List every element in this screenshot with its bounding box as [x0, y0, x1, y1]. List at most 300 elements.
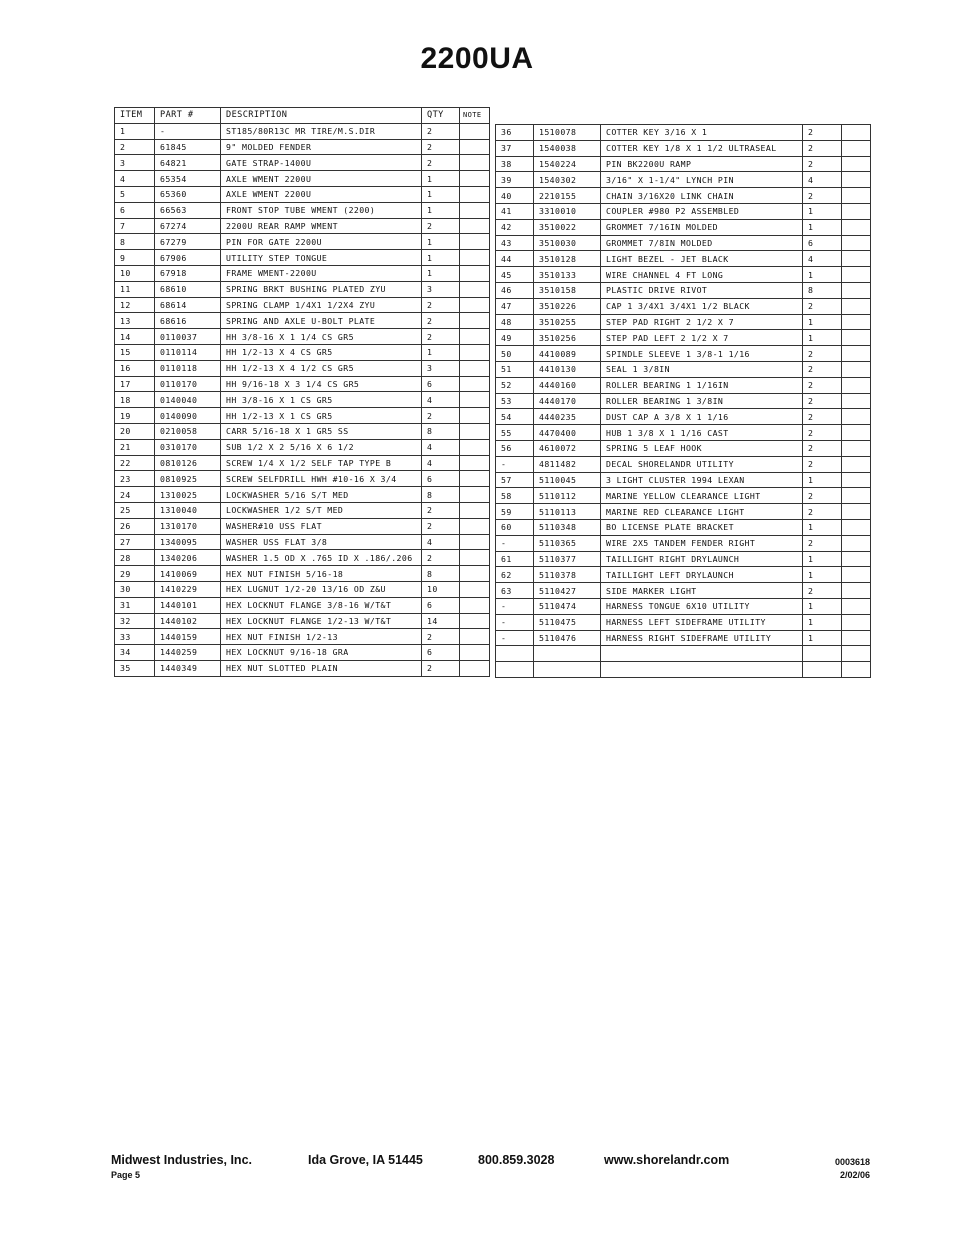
part-number-cell: 5110474 [534, 598, 601, 614]
note-cell [842, 598, 871, 614]
qty-cell: 8 [422, 566, 460, 582]
qty-cell: 2 [803, 456, 842, 472]
note-cell [842, 646, 871, 662]
table-row [115, 155, 490, 171]
part-number-cell: 4410089 [534, 346, 601, 362]
part-number-cell: 68616 [155, 313, 221, 329]
part-number-cell: 5110348 [534, 519, 601, 535]
item-cell: 10 [115, 265, 155, 281]
part-number-cell: 0110037 [155, 329, 221, 345]
table-row [496, 298, 871, 314]
table-row [496, 551, 871, 567]
part-number-cell: 3510226 [534, 298, 601, 314]
table-row [496, 409, 871, 425]
description-cell: SPRING CLAMP 1/4X1 1/2X4 ZYU [221, 297, 422, 313]
item-cell: 59 [496, 504, 534, 520]
item-cell: 2 [115, 139, 155, 155]
part-number-cell: 1440101 [155, 597, 221, 613]
description-cell: SCREW 1/4 X 1/2 SELF TAP TYPE B [221, 455, 422, 471]
part-number-cell: 0140040 [155, 392, 221, 408]
description-cell: MARINE YELLOW CLEARANCE LIGHT [601, 488, 803, 504]
qty-cell: 2 [422, 329, 460, 345]
item-cell: 53 [496, 393, 534, 409]
table-row [496, 330, 871, 346]
table-row [496, 456, 871, 472]
qty-cell: 2 [422, 139, 460, 155]
qty-cell: 1 [803, 630, 842, 646]
description-cell: ST185/80R13C MR TIRE/M.S.DIR [221, 123, 422, 139]
description-cell: HEX NUT SLOTTED PLAIN [221, 660, 422, 676]
table-row [496, 646, 871, 662]
qty-cell: 1 [803, 567, 842, 583]
item-cell: 60 [496, 519, 534, 535]
item-cell: 29 [115, 566, 155, 582]
item-cell: 14 [115, 329, 155, 345]
qty-cell: 2 [803, 361, 842, 377]
table-row [496, 488, 871, 504]
table-row [496, 662, 871, 678]
description-cell: TAILLIGHT RIGHT DRYLAUNCH [601, 551, 803, 567]
table-row [115, 408, 490, 424]
part-number-cell: 68614 [155, 297, 221, 313]
item-cell: 57 [496, 472, 534, 488]
table-row [496, 251, 871, 267]
description-cell: WASHER#10 USS FLAT [221, 518, 422, 534]
table-row [115, 139, 490, 155]
table-row [115, 439, 490, 455]
note-cell [842, 456, 871, 472]
qty-cell: 10 [422, 581, 460, 597]
note-cell [842, 330, 871, 346]
description-cell: 3/16" X 1-1/4" LYNCH PIN [601, 172, 803, 188]
table-row [115, 645, 490, 661]
note-cell [460, 550, 490, 566]
note-cell [842, 298, 871, 314]
footer-city: Ida Grove, IA 51445 [308, 1153, 423, 1167]
note-cell [460, 202, 490, 218]
part-number-cell: 5110377 [534, 551, 601, 567]
part-number-cell: 1410069 [155, 566, 221, 582]
qty-cell: 8 [422, 487, 460, 503]
part-number-cell: 5110365 [534, 535, 601, 551]
item-cell [496, 646, 534, 662]
footer-date: 2/02/06 [839, 1170, 870, 1180]
part-number-cell: 5110045 [534, 472, 601, 488]
note-cell [460, 581, 490, 597]
table-row [115, 566, 490, 582]
item-cell: - [496, 456, 534, 472]
qty-cell: 1 [422, 202, 460, 218]
note-cell [460, 502, 490, 518]
part-number-cell: 5110378 [534, 567, 601, 583]
note-cell [460, 139, 490, 155]
table-row [115, 123, 490, 139]
description-cell: SPINDLE SLEEVE 1 3/8-1 1/16 [601, 346, 803, 362]
note-cell [460, 518, 490, 534]
description-cell: DECAL SHORELANDR UTILITY [601, 456, 803, 472]
part-number-cell: 1310025 [155, 487, 221, 503]
table-row [496, 125, 871, 141]
note-cell [842, 425, 871, 441]
table-row [496, 172, 871, 188]
item-cell: 19 [115, 408, 155, 424]
table-row [115, 171, 490, 187]
header-note: NOTE [460, 108, 490, 124]
table-row [496, 188, 871, 204]
part-number-cell: 3510030 [534, 235, 601, 251]
description-cell: LOCKWASHER 1/2 S/T MED [221, 502, 422, 518]
table-row [115, 534, 490, 550]
description-cell: MARINE RED CLEARANCE LIGHT [601, 504, 803, 520]
item-cell: 7 [115, 218, 155, 234]
note-cell [842, 567, 871, 583]
part-number-cell: 5110112 [534, 488, 601, 504]
qty-cell: 1 [422, 265, 460, 281]
description-cell: STEP PAD RIGHT 2 1/2 X 7 [601, 314, 803, 330]
item-cell: 4 [115, 171, 155, 187]
note-cell [842, 314, 871, 330]
qty-cell [803, 662, 842, 678]
note-cell [842, 125, 871, 141]
description-cell: HUB 1 3/8 X 1 1/16 CAST [601, 425, 803, 441]
part-number-cell: 0210058 [155, 423, 221, 439]
qty-cell: 2 [803, 346, 842, 362]
description-cell: WASHER USS FLAT 3/8 [221, 534, 422, 550]
qty-cell: 4 [422, 455, 460, 471]
description-cell [601, 646, 803, 662]
table-row [115, 471, 490, 487]
note-cell [842, 346, 871, 362]
part-number-cell: 61845 [155, 139, 221, 155]
table-row [115, 550, 490, 566]
note-cell [460, 234, 490, 250]
table-row [115, 202, 490, 218]
description-cell: GROMMET 7/8IN MOLDED [601, 235, 803, 251]
item-cell: 49 [496, 330, 534, 346]
table-row [496, 314, 871, 330]
item-cell: 8 [115, 234, 155, 250]
table-row [496, 472, 871, 488]
qty-cell: 1 [422, 234, 460, 250]
description-cell: HH 1/2-13 X 4 CS GR5 [221, 344, 422, 360]
part-number-cell: 4610072 [534, 440, 601, 456]
part-number-cell: 3510022 [534, 219, 601, 235]
qty-cell: 2 [803, 156, 842, 172]
description-cell: COTTER KEY 1/8 X 1 1/2 ULTRASEAL [601, 140, 803, 156]
qty-cell: 2 [803, 393, 842, 409]
item-cell: 15 [115, 344, 155, 360]
item-cell: 41 [496, 203, 534, 219]
description-cell: LIGHT BEZEL - JET BLACK [601, 251, 803, 267]
table-row [496, 156, 871, 172]
item-cell: 6 [115, 202, 155, 218]
description-cell: PIN FOR GATE 2200U [221, 234, 422, 250]
note-cell [460, 566, 490, 582]
description-cell: SEAL 1 3/8IN [601, 361, 803, 377]
item-cell: 37 [496, 140, 534, 156]
qty-cell: 2 [803, 583, 842, 599]
qty-cell: 6 [803, 235, 842, 251]
qty-cell: 2 [422, 660, 460, 676]
description-cell: AXLE WMENT 2200U [221, 186, 422, 202]
description-cell: HARNESS LEFT SIDEFRAME UTILITY [601, 614, 803, 630]
description-cell: ROLLER BEARING 1 1/16IN [601, 377, 803, 393]
part-number-cell: 3510256 [534, 330, 601, 346]
table-row [496, 235, 871, 251]
table-row [496, 504, 871, 520]
item-cell: 47 [496, 298, 534, 314]
item-cell: 13 [115, 313, 155, 329]
part-number-cell: 1440349 [155, 660, 221, 676]
table-row [115, 660, 490, 676]
table-row [115, 265, 490, 281]
description-cell: TAILLIGHT LEFT DRYLAUNCH [601, 567, 803, 583]
description-cell: PLASTIC DRIVE RIVOT [601, 282, 803, 298]
qty-cell: 6 [422, 471, 460, 487]
table-row [115, 613, 490, 629]
table-row [115, 423, 490, 439]
table-row [496, 425, 871, 441]
description-cell: SPRING 5 LEAF HOOK [601, 440, 803, 456]
item-cell: 31 [115, 597, 155, 613]
description-cell: BO LICENSE PLATE BRACKET [601, 519, 803, 535]
qty-cell: 1 [803, 314, 842, 330]
item-cell: - [496, 598, 534, 614]
description-cell: HH 1/2-13 X 1 CS GR5 [221, 408, 422, 424]
note-cell [842, 282, 871, 298]
note-cell [460, 344, 490, 360]
table-header-row [115, 108, 490, 124]
table-row [115, 186, 490, 202]
table-row [115, 392, 490, 408]
qty-cell: 2 [803, 409, 842, 425]
qty-cell: 1 [422, 250, 460, 266]
qty-cell: 2 [803, 298, 842, 314]
item-cell: 48 [496, 314, 534, 330]
item-cell: 42 [496, 219, 534, 235]
note-cell [460, 171, 490, 187]
note-cell [460, 645, 490, 661]
item-cell: 58 [496, 488, 534, 504]
note-cell [460, 281, 490, 297]
item-cell: - [496, 614, 534, 630]
qty-cell: 2 [422, 155, 460, 171]
item-cell: 34 [115, 645, 155, 661]
part-number-cell: 1540038 [534, 140, 601, 156]
table-row [115, 297, 490, 313]
note-cell [460, 534, 490, 550]
description-cell: FRONT STOP TUBE WMENT (2200) [221, 202, 422, 218]
table-row [115, 518, 490, 534]
note-cell [842, 472, 871, 488]
qty-cell: 1 [803, 267, 842, 283]
item-cell: 35 [115, 660, 155, 676]
parts-table-left [114, 107, 490, 677]
description-cell: HEX NUT FINISH 5/16-18 [221, 566, 422, 582]
qty-cell: 1 [803, 203, 842, 219]
item-cell: 40 [496, 188, 534, 204]
note-cell [460, 218, 490, 234]
note-cell [842, 551, 871, 567]
qty-cell: 4 [422, 392, 460, 408]
table-row [496, 614, 871, 630]
part-number-cell: 2210155 [534, 188, 601, 204]
table-row [115, 234, 490, 250]
note-cell [460, 471, 490, 487]
part-number-cell: 1310170 [155, 518, 221, 534]
description-cell: GATE STRAP-1400U [221, 155, 422, 171]
table-row [496, 535, 871, 551]
note-cell [842, 251, 871, 267]
parts-table-right-body [496, 125, 871, 678]
note-cell [842, 361, 871, 377]
item-cell: 61 [496, 551, 534, 567]
part-number-cell: 1340206 [155, 550, 221, 566]
note-cell [460, 123, 490, 139]
qty-cell: 1 [803, 472, 842, 488]
description-cell: COTTER KEY 3/16 X 1 [601, 125, 803, 141]
part-number-cell: 0110118 [155, 360, 221, 376]
item-cell: 22 [115, 455, 155, 471]
description-cell: HEX LUGNUT 1/2-20 13/16 OD Z&U [221, 581, 422, 597]
part-number-cell: 5110113 [534, 504, 601, 520]
part-number-cell: 4440170 [534, 393, 601, 409]
description-cell: STEP PAD LEFT 2 1/2 X 7 [601, 330, 803, 346]
footer-doc-number: 0003618 [834, 1157, 870, 1167]
description-cell: FRAME WMENT-2200U [221, 265, 422, 281]
qty-cell: 8 [803, 282, 842, 298]
description-cell: SPRING AND AXLE U-BOLT PLATE [221, 313, 422, 329]
table-row [115, 313, 490, 329]
note-cell [842, 235, 871, 251]
table-row [496, 440, 871, 456]
part-number-cell: 0810126 [155, 455, 221, 471]
item-cell: 9 [115, 250, 155, 266]
item-cell: 5 [115, 186, 155, 202]
footer-company: Midwest Industries, Inc. [111, 1153, 252, 1167]
part-number-cell: 64821 [155, 155, 221, 171]
item-cell: 56 [496, 440, 534, 456]
table-row [496, 377, 871, 393]
page-title: 2200UA [420, 42, 534, 75]
note-cell [460, 629, 490, 645]
part-number-cell: 1540302 [534, 172, 601, 188]
part-number-cell: 3510255 [534, 314, 601, 330]
qty-cell: 4 [422, 534, 460, 550]
header-part-number: PART # [155, 108, 221, 124]
note-cell [842, 614, 871, 630]
item-cell: 36 [496, 125, 534, 141]
note-cell [460, 360, 490, 376]
description-cell: WIRE 2X5 TANDEM FENDER RIGHT [601, 535, 803, 551]
note-cell [842, 140, 871, 156]
qty-cell: 1 [803, 614, 842, 630]
part-number-cell: 0110114 [155, 344, 221, 360]
table-row [115, 376, 490, 392]
note-cell [460, 329, 490, 345]
table-row [496, 519, 871, 535]
part-number-cell: 1310040 [155, 502, 221, 518]
qty-cell: 1 [422, 171, 460, 187]
item-cell: - [496, 630, 534, 646]
description-cell: CARR 5/16-18 X 1 GR5 SS [221, 423, 422, 439]
item-cell: 39 [496, 172, 534, 188]
part-number-cell: 4440160 [534, 377, 601, 393]
qty-cell: 2 [803, 425, 842, 441]
part-number-cell: 67906 [155, 250, 221, 266]
note-cell [842, 267, 871, 283]
note-cell [842, 630, 871, 646]
item-cell: - [496, 535, 534, 551]
part-number-cell: 1340095 [155, 534, 221, 550]
part-number-cell: - [155, 123, 221, 139]
description-cell: COUPLER #980 P2 ASSEMBLED [601, 203, 803, 219]
qty-cell: 2 [422, 629, 460, 645]
qty-cell: 2 [803, 504, 842, 520]
description-cell: HH 9/16-18 X 3 1/4 CS GR5 [221, 376, 422, 392]
note-cell [460, 455, 490, 471]
part-number-cell: 0310170 [155, 439, 221, 455]
item-cell [496, 662, 534, 678]
description-cell: SUB 1/2 X 2 5/16 X 6 1/2 [221, 439, 422, 455]
item-cell: 30 [115, 581, 155, 597]
note-cell [842, 583, 871, 599]
part-number-cell: 65360 [155, 186, 221, 202]
description-cell: HH 3/8-16 X 1 1/4 CS GR5 [221, 329, 422, 345]
note-cell [842, 393, 871, 409]
item-cell: 26 [115, 518, 155, 534]
qty-cell: 3 [422, 281, 460, 297]
part-number-cell [534, 662, 601, 678]
description-cell: SIDE MARKER LIGHT [601, 583, 803, 599]
part-number-cell: 1540224 [534, 156, 601, 172]
note-cell [460, 408, 490, 424]
description-cell: WIRE CHANNEL 4 FT LONG [601, 267, 803, 283]
description-cell: HEX LOCKNUT FLANGE 1/2-13 W/T&T [221, 613, 422, 629]
note-cell [460, 597, 490, 613]
table-row [115, 629, 490, 645]
part-number-cell: 0110170 [155, 376, 221, 392]
table-row [115, 360, 490, 376]
part-number-cell: 67918 [155, 265, 221, 281]
part-number-cell: 1510078 [534, 125, 601, 141]
note-cell [460, 423, 490, 439]
footer-page-number: Page 5 [111, 1170, 141, 1180]
qty-cell: 2 [803, 535, 842, 551]
item-cell: 25 [115, 502, 155, 518]
item-cell: 62 [496, 567, 534, 583]
qty-cell: 6 [422, 376, 460, 392]
table-row [115, 455, 490, 471]
note-cell [842, 535, 871, 551]
description-cell: AXLE WMENT 2200U [221, 171, 422, 187]
item-cell: 38 [496, 156, 534, 172]
table-row [496, 282, 871, 298]
part-number-cell: 67279 [155, 234, 221, 250]
note-cell [460, 487, 490, 503]
qty-cell: 2 [422, 297, 460, 313]
description-cell: HEX LOCKNUT 9/16-18 GRA [221, 645, 422, 661]
qty-cell: 2 [422, 550, 460, 566]
qty-cell: 2 [422, 518, 460, 534]
description-cell: UTILITY STEP TONGUE [221, 250, 422, 266]
table-row [496, 203, 871, 219]
part-number-cell: 5110475 [534, 614, 601, 630]
description-cell: HARNESS RIGHT SIDEFRAME UTILITY [601, 630, 803, 646]
item-cell: 23 [115, 471, 155, 487]
description-cell: WASHER 1.5 OD X .765 ID X .186/.206 [221, 550, 422, 566]
qty-cell: 4 [803, 172, 842, 188]
